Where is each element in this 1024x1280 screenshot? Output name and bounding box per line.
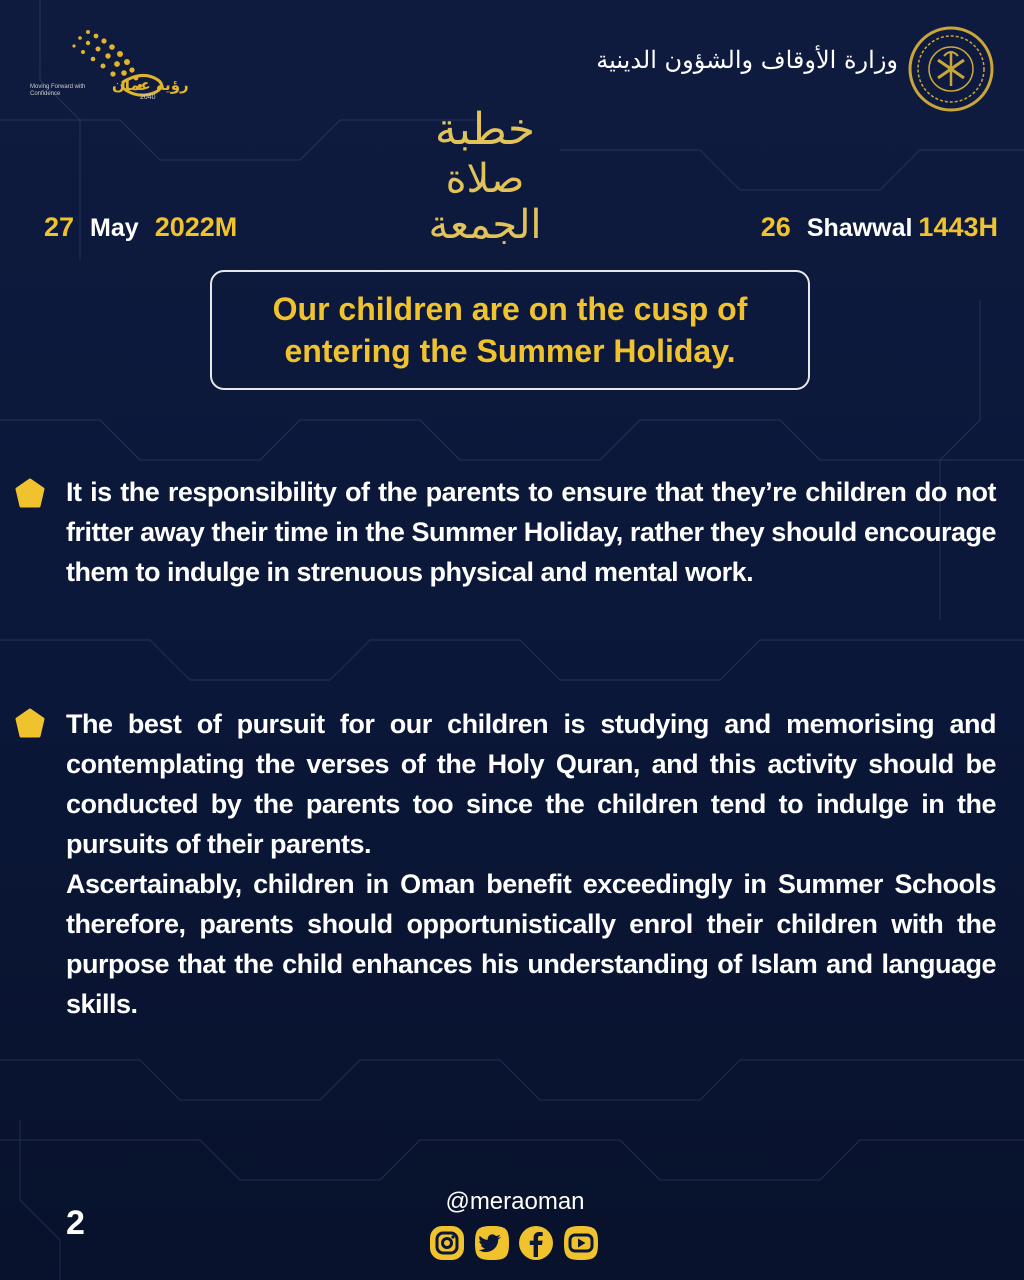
headline: Our children are on the cusp of entering the Summer Holiday. [272, 291, 748, 369]
hijri-year: 1443H [918, 212, 998, 242]
social-handle[interactable]: @meraoman [445, 1188, 585, 1215]
youtube-icon[interactable] [562, 1224, 600, 1262]
instagram-icon[interactable] [428, 1224, 466, 1262]
point-2-paragraph-continued: Ascertainably, children in Oman benefit exceedingly in Summer Schools therefore, parents should opportunistically enrol their children with the purpose that the child enhances his understanding of Islam and language skills. [66, 869, 996, 1019]
point-2-paragraph: The best of pursuit for our children is studying and memorising and contemplating the verses of the Holy Quran, and this activity should be conducted by the parents too since the children tend to indulge in the pursuits of their parents. [66, 709, 996, 859]
friday-sermon-calligraphy [400, 86, 570, 248]
hijri-day: 26 [760, 212, 791, 242]
gregorian-year: 2022M [154, 212, 238, 242]
page-number: 2 [66, 1204, 85, 1242]
ministry-emblem-icon [908, 26, 994, 112]
vision-arabic-title: رؤية عمان [112, 76, 189, 94]
vision-year: 2040 [140, 94, 156, 101]
bullet-icon [14, 478, 46, 510]
calligraphy-line-2: صلاة الجمعة [428, 156, 542, 248]
twitter-icon[interactable] [473, 1224, 511, 1262]
ministry-name: وزارة الأوقاف والشؤون الدينية [596, 46, 898, 74]
headline-box [210, 270, 810, 390]
gregorian-day: 27 [44, 212, 75, 242]
hijri-date [761, 212, 998, 243]
point-1-paragraph: It is the responsibility of the parents to ensure that they’re children do not fritter away their time in the Summer Holiday, rather they should encourage them to indulge in strenuous physical and mental work. [66, 477, 996, 587]
calligraphy-line-1: خطبة [434, 104, 536, 155]
gregorian-month: May [90, 214, 139, 242]
bullet-icon [14, 708, 46, 740]
hijri-month: Shawwal [806, 214, 913, 242]
gregorian-date [44, 212, 237, 243]
facebook-icon[interactable] [517, 1224, 555, 1262]
vision-tagline: Moving Forward with Confidence [30, 84, 86, 97]
social-icons [428, 1224, 600, 1264]
